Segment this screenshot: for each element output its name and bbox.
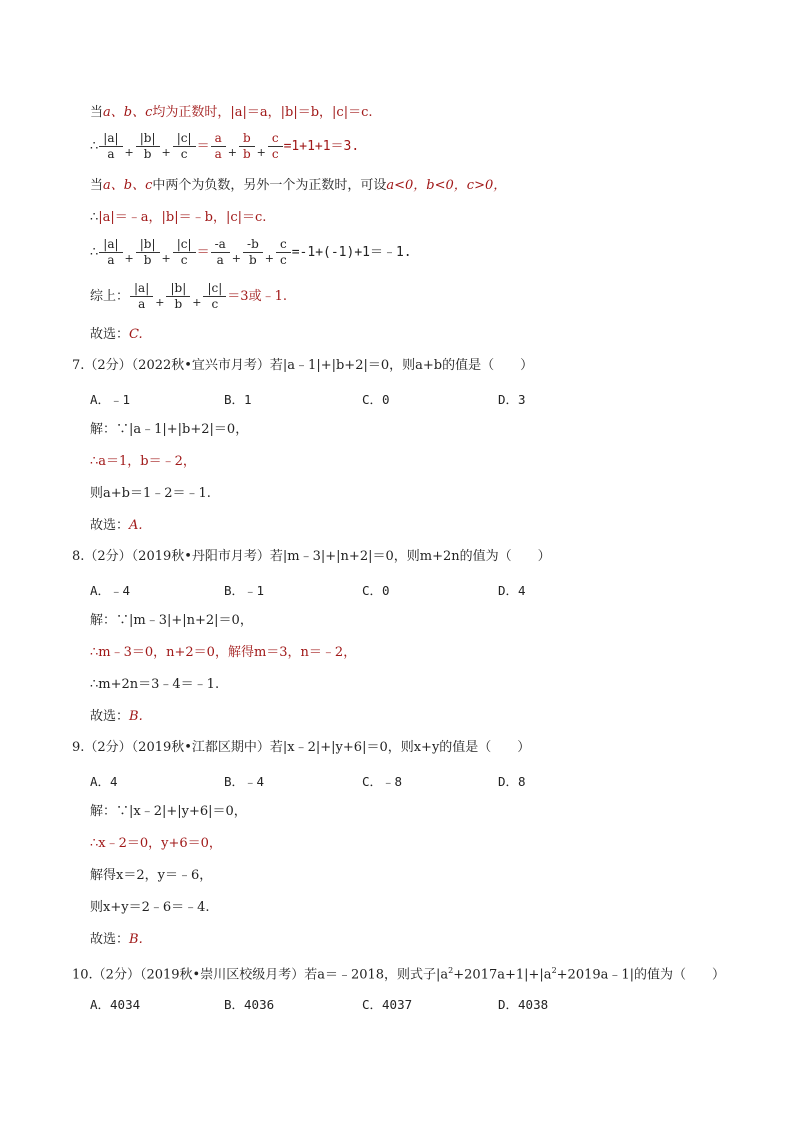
fraction: $\frac{-b}{b}$	[243, 237, 263, 268]
q7-solution-2: ∴a＝1，b＝﹣2，	[90, 454, 196, 469]
fraction: $\frac{|c|}{c}$	[203, 281, 226, 312]
question-8-stem: 8.（2分）（2019秋•丹阳市月考）若|m﹣3|+|n+2|＝0，则m+2n的值为（ ）	[72, 549, 551, 564]
fraction: $\frac{-a}{a}$	[211, 237, 230, 268]
therefore-symbol: ∴	[90, 245, 99, 260]
summary-result: ＝3或﹣1.	[227, 289, 287, 304]
fraction: $\frac{c}{c}$	[268, 131, 283, 162]
q9-option-c: C．﹣8	[362, 774, 403, 789]
q10-option-d: D．4038	[498, 997, 549, 1012]
q9-option-b: B．﹣4	[224, 774, 265, 789]
q10-option-c: C．4037	[362, 997, 413, 1012]
q8-option-d: D．4	[498, 583, 526, 598]
q7-solution-3: 则a+b＝1﹣2＝﹣1.	[90, 486, 211, 501]
equation-2: ∴ $\frac{|a|}{a}$ + $\frac{|b|}{b}$ + $\frac{|c|}{c}$ ＝ $\frac{-a}{a}$ + $\frac{-b}{b}$ + $\frac{c}{c}$ =-1+(-1)+1＝﹣1.	[90, 237, 412, 267]
answer-6: 故选：C.	[90, 327, 143, 342]
q7-option-b: B．1	[224, 392, 252, 407]
question-9-stem: 9.（2分）（2019秋•江都区期中）若|x﹣2|+|y+6|＝0，则x+y的值是（ ）	[72, 740, 531, 755]
answer-7: 故选：A.	[90, 518, 143, 533]
q10-option-a: A．4034	[90, 997, 141, 1012]
case2-relation: a<0，b<0，c>0，	[386, 178, 507, 193]
abs2-line: ∴|a|＝﹣a，|b|＝﹣b，|c|＝c.	[90, 210, 267, 225]
summary-line: 综上： $\frac{|a|}{a}$ + $\frac{|b|}{b}$ + $\frac{|c|}{c}$ ＝3或﹣1.	[90, 281, 287, 311]
fraction: $\frac{|a|}{a}$	[99, 131, 122, 162]
q8-solution-3: ∴m+2n＝3﹣4＝﹣1.	[90, 677, 220, 692]
fraction: $\frac{a}{a}$	[211, 131, 226, 162]
q10-option-b: B．4036	[224, 997, 275, 1012]
fraction: $\frac{b}{b}$	[239, 131, 255, 162]
answer-8: 故选：B.	[90, 709, 143, 724]
q8-solution-1: 解：∵|m﹣3|+|n+2|＝0，	[90, 613, 253, 628]
case1-intro: 当	[90, 105, 104, 120]
eq1-result: =1+1+1＝3.	[283, 139, 360, 154]
fraction: $\frac{c}{c}$	[276, 237, 291, 268]
q9-solution-3: 解得x＝2，y＝﹣6，	[90, 868, 213, 883]
fraction: $\frac{|b|}{b}$	[136, 237, 160, 268]
q9-option-a: A．4	[90, 774, 118, 789]
fraction: $\frac{|c|}{c}$	[173, 131, 196, 162]
q7-option-c: C．0	[362, 392, 390, 407]
q8-option-b: B．﹣1	[224, 583, 265, 598]
fraction: $\frac{|b|}{b}$	[136, 131, 160, 162]
eq2-result: =-1+(-1)+1＝﹣1.	[291, 245, 412, 260]
case2-line: 当a、b、c中两个为负数，另外一个为正数时，可设a<0，b<0，c>0，	[90, 178, 507, 193]
fraction: $\frac{|a|}{a}$	[130, 281, 153, 312]
case1-cond: 均为正数时，	[152, 105, 231, 120]
q8-option-c: C．0	[362, 583, 390, 598]
case1-line	[90, 104, 373, 122]
answer-9: 故选：B.	[90, 932, 143, 947]
q7-option-d: D．3	[498, 392, 526, 407]
q9-solution-1: 解：∵|x﹣2|+|y+6|＝0，	[90, 804, 247, 819]
q9-solution-4: 则x+y＝2﹣6＝﹣4.	[90, 900, 210, 915]
fraction: $\frac{|b|}{b}$	[166, 281, 190, 312]
q9-option-d: D．8	[498, 774, 526, 789]
q9-solution-2: ∴x﹣2＝0，y+6＝0，	[90, 836, 222, 851]
therefore-symbol: ∴	[90, 139, 99, 154]
q7-solution-1: 解：∵|a﹣1|+|b+2|＝0，	[90, 422, 249, 437]
fraction: $\frac{|a|}{a}$	[99, 237, 122, 268]
question-10-stem: 10.（2分）（2019秋•崇川区校级月考）若a＝﹣2018，则式子$|a^2+2017a+1|+|a^2+2019a﹣1|$的值为（ ）	[72, 966, 726, 983]
equation-1: ∴ $\frac{|a|}{a}$ + $\frac{|b|}{b}$ + $\frac{|c|}{c}$ ＝ $\frac{a}{a}$ + $\frac{b}{b}$ + $\frac{c}{c}$ =1+1+1＝3.	[90, 131, 360, 161]
q8-solution-2: ∴m﹣3＝0，n+2＝0，解得m＝3，n＝﹣2，	[90, 645, 357, 660]
case1-abs: |a|＝a，|b|＝b，|c|＝c.	[230, 105, 373, 120]
q8-option-a: A．﹣4	[90, 583, 131, 598]
q7-option-a: A．﹣1	[90, 392, 131, 407]
case1-vars: a、b、c	[103, 105, 153, 120]
question-7-stem: 7.（2分）（2022秋•宜兴市月考）若|a﹣1|+|b+2|＝0，则a+b的值是（ ）	[72, 358, 534, 373]
fraction: $\frac{|c|}{c}$	[173, 237, 196, 268]
